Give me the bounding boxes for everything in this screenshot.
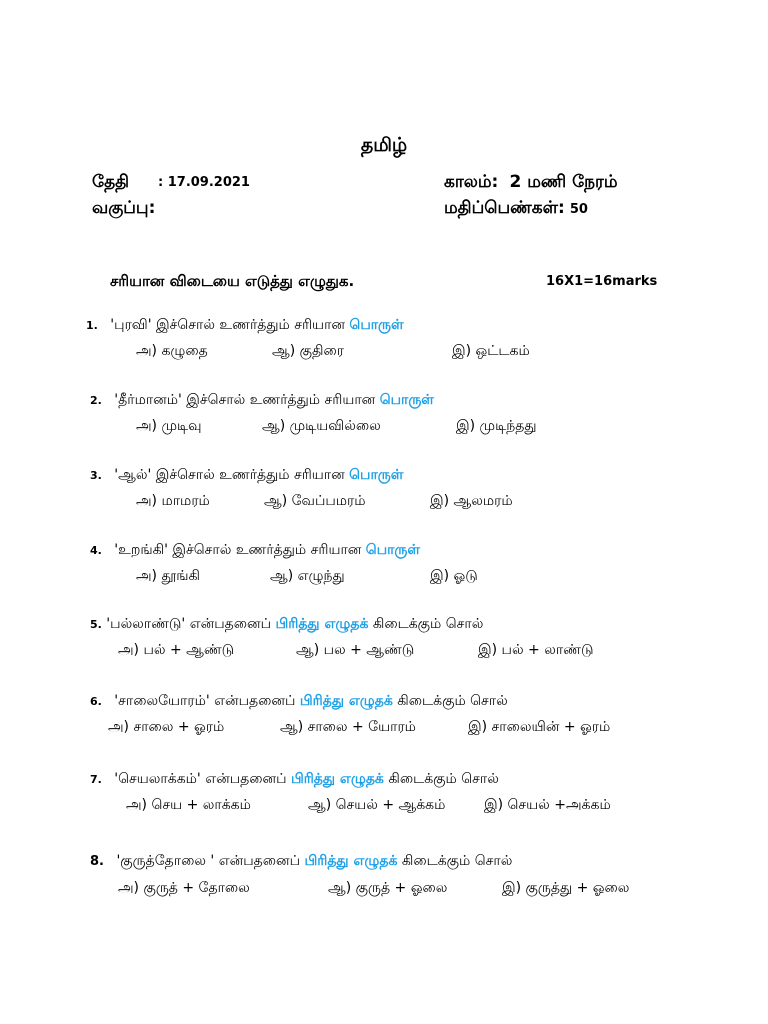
question-number: 4.: [90, 544, 102, 557]
option-b: ஆ) வேப்பமரம்: [264, 493, 366, 509]
question-3: [90, 467, 403, 485]
date-value: : 17.09.2021: [158, 175, 250, 190]
question-number: 5.: [90, 618, 102, 631]
option-b: ஆ) எழுந்து: [270, 568, 345, 584]
question-highlight: பொருள்: [349, 467, 404, 483]
question-number: 2.: [90, 394, 102, 407]
class-label: வகுப்பு:: [92, 198, 156, 218]
date-label: தேதி: [92, 172, 130, 192]
question-highlight: பொருள்: [379, 392, 434, 408]
question-highlight: பிரித்து எழுதக்: [299, 693, 393, 709]
option-c: இ) சாலையின் + ஓரம்: [468, 719, 611, 735]
question-text: 'ஆல்' இச்சொல் உணர்த்தும் சரியான: [114, 467, 345, 483]
marks-block: [444, 198, 588, 220]
question-text: 'சாலையோரம்' என்பதனைப்: [114, 693, 296, 709]
question-5: [90, 616, 483, 634]
option-b: ஆ) குதிரை: [272, 343, 344, 359]
question-8: [90, 853, 512, 871]
option-a: அ) சாலை + ஓரம்: [108, 719, 225, 735]
question-highlight: பொருள்: [365, 542, 421, 558]
marks-scheme: 16X1=16marks: [546, 274, 658, 289]
option-a: அ) முடிவு: [136, 418, 202, 434]
question-1: [86, 317, 404, 335]
question-text: 'பல்லாண்டு' என்பதனைப்: [106, 616, 272, 632]
time-value: 2 மணி நேரம்: [509, 172, 618, 192]
question-text: 'தீர்மானம்' இச்சொல் உணர்த்தும் சரியான: [114, 392, 376, 408]
question-highlight: பிரித்து எழுதக்: [304, 853, 398, 869]
question-text-end: கிடைக்கும் சொல்: [397, 693, 508, 709]
question-number: 1.: [86, 319, 98, 332]
marks-value: 50: [569, 202, 588, 217]
option-a: அ) பல் + ஆண்டு: [118, 642, 235, 658]
option-a: அ) தூங்கி: [136, 568, 200, 584]
question-6: [90, 693, 508, 711]
option-b: ஆ) முடியவில்லை: [262, 418, 381, 434]
option-c: இ) ஆலமரம்: [430, 493, 513, 509]
question-2: [90, 392, 434, 410]
question-text: 'குருத்தோலை ' என்பதனைப்: [116, 853, 301, 869]
option-a: அ) குருத் + தோலை: [118, 880, 250, 896]
option-b: ஆ) செயல் + ஆக்கம்: [308, 797, 446, 813]
option-a: அ) செய + லாக்கம்: [126, 797, 251, 813]
option-c: இ) பல் + லாண்டு: [478, 642, 594, 658]
marks-label: மதிப்பெண்கள்:: [444, 198, 565, 218]
question-highlight: பொருள்: [349, 317, 404, 333]
question-text-end: கிடைக்கும் சொல்: [372, 616, 484, 632]
page-title: தமிழ்: [360, 134, 408, 156]
option-c: இ) ஓடு: [430, 568, 478, 584]
question-number: 8.: [90, 854, 104, 869]
option-c: இ) செயல் +அக்கம்: [484, 797, 611, 813]
question-text: 'உறங்கி' இச்சொல் உணர்த்தும் சரியான: [114, 542, 362, 558]
question-highlight: பிரித்து எழுதக்: [290, 771, 384, 787]
option-c: இ) முடிந்தது: [456, 418, 537, 434]
question-4: [90, 542, 420, 560]
question-highlight: பிரித்து எழுதக்: [275, 616, 369, 632]
question-text: 'செயலாக்கம்' என்பதனைப்: [114, 771, 287, 787]
option-c: இ) குருத்து + ஓலை: [502, 880, 630, 896]
question-text-end: கிடைக்கும் சொல்: [401, 853, 513, 869]
option-b: ஆ) பல + ஆண்டு: [296, 642, 415, 658]
question-number: 7.: [90, 773, 102, 786]
option-b: ஆ) குருத் + ஓலை: [328, 880, 448, 896]
question-text-end: கிடைக்கும் சொல்: [388, 771, 499, 787]
option-a: அ) கழுதை: [136, 343, 208, 359]
option-c: இ) ஒட்டகம்: [452, 343, 530, 359]
question-number: 3.: [90, 469, 102, 482]
instruction: சரியான விடையை எடுத்து எழுதுக.: [110, 272, 355, 290]
question-text: 'புரவி' இச்சொல் உணர்த்தும் சரியான: [110, 317, 345, 333]
option-b: ஆ) சாலை + யோரம்: [280, 719, 416, 735]
time-label: காலம்:: [444, 172, 499, 192]
question-number: 6.: [90, 695, 102, 708]
duration-block: [444, 172, 618, 194]
option-a: அ) மாமரம்: [136, 493, 210, 509]
question-7: [90, 771, 499, 789]
